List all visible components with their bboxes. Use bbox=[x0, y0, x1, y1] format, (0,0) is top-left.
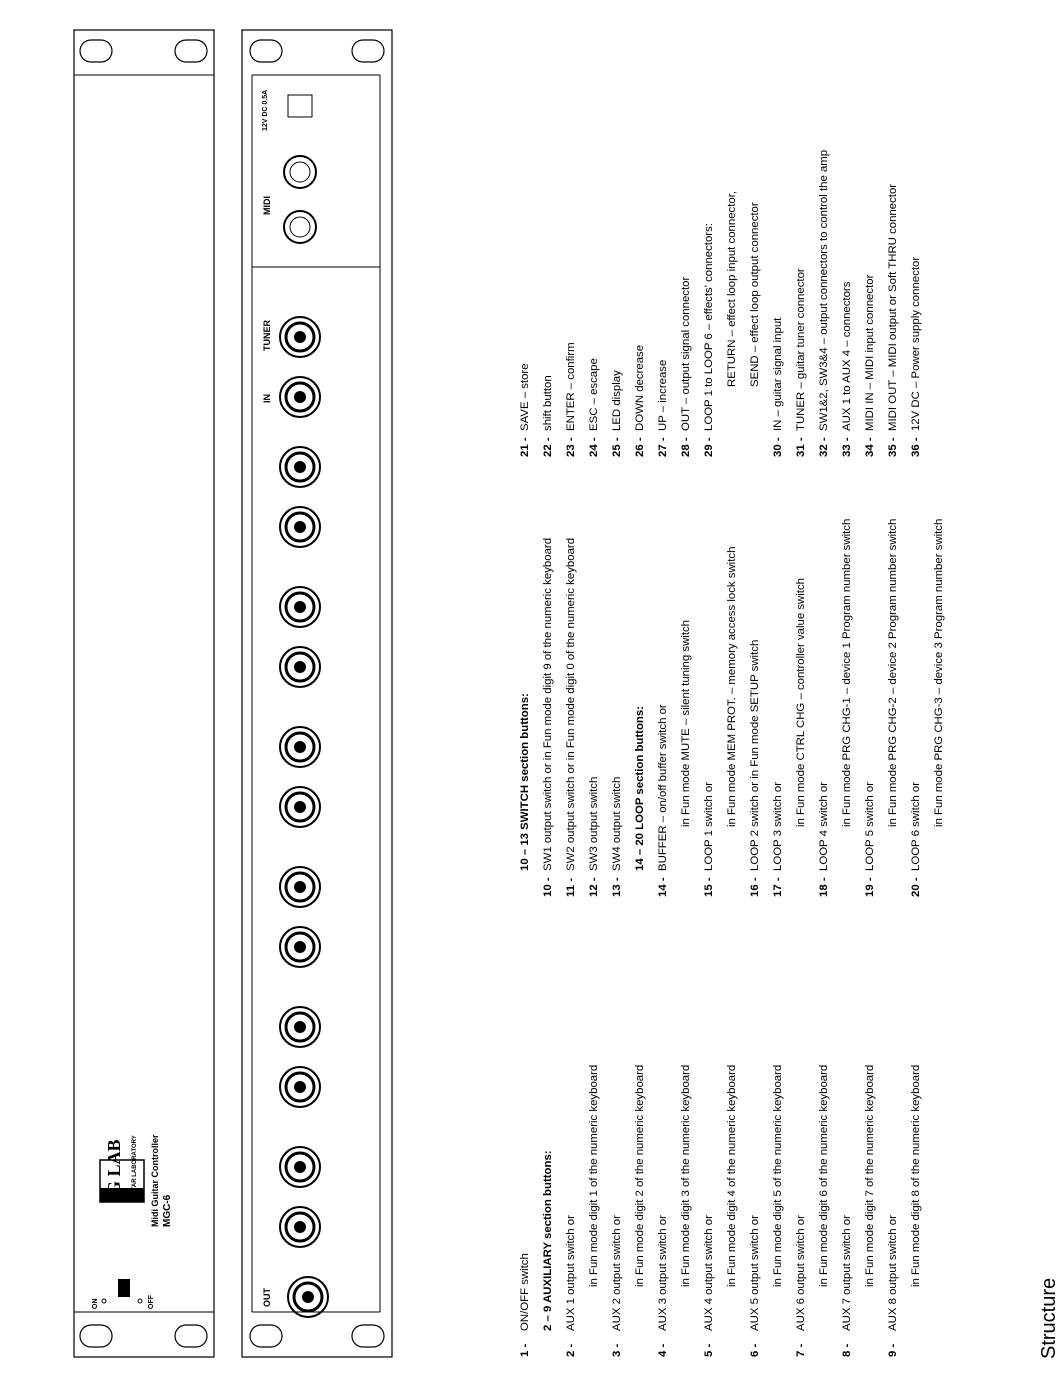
legend-number: 2 - bbox=[565, 1343, 577, 1357]
model-name: MGC-6 bbox=[162, 1194, 173, 1227]
legend-line bbox=[587, 1065, 601, 1357]
legend-text: 2 – 9 AUXILIARY section buttons: bbox=[542, 1150, 554, 1331]
legend-number: 11 - bbox=[565, 878, 577, 897]
legend-text: LOOP 6 switch or bbox=[910, 781, 922, 871]
jack-loop1-return bbox=[280, 507, 320, 547]
legend-line bbox=[794, 268, 808, 457]
legend-number: 10 - bbox=[542, 877, 554, 897]
legend-text: ON/OFF switch bbox=[519, 1253, 531, 1331]
jack-loop6-return bbox=[280, 1207, 320, 1247]
legend-line bbox=[518, 693, 532, 897]
midi-in-connector bbox=[284, 211, 316, 243]
legend-line bbox=[702, 223, 716, 457]
legend-line bbox=[725, 1065, 739, 1357]
legend-line bbox=[748, 1215, 762, 1357]
legend-line bbox=[541, 1150, 555, 1357]
legend-text: AUX 1 to AUX 4 – connectors bbox=[841, 281, 853, 431]
legend-line bbox=[633, 706, 647, 897]
legend-line bbox=[564, 1215, 578, 1357]
legend-text: AUX 8 output switch or bbox=[887, 1215, 899, 1331]
jack-loop2-send bbox=[280, 587, 320, 627]
legend-text: ENTER – confirm bbox=[565, 342, 577, 431]
legend-number: 9 - bbox=[887, 1343, 899, 1357]
legend-text: TUNER – guitar tuner connector bbox=[795, 268, 807, 431]
legend-number: 33 - bbox=[841, 437, 853, 457]
rear-power-label: 12V DC 0.5A bbox=[262, 89, 269, 131]
legend-number: 6 - bbox=[749, 1343, 761, 1357]
legend-text: in Fun mode digit 3 of the numeric keyboard bbox=[680, 1064, 692, 1287]
front-panel bbox=[0, 0, 200, 1387]
structure-legend bbox=[440, 0, 1060, 1387]
legend-line bbox=[656, 360, 670, 457]
legend-line bbox=[656, 704, 670, 897]
legend-number: 30 - bbox=[772, 437, 784, 457]
legend-number: 26 - bbox=[634, 437, 646, 457]
legend-line bbox=[679, 1065, 693, 1357]
legend-text: in Fun mode MUTE – silent tuning switch bbox=[680, 619, 692, 827]
legend-text: 12V DC – Power supply connector bbox=[910, 256, 922, 431]
rear-panel bbox=[230, 0, 430, 1387]
jack-loop5-send bbox=[280, 1007, 320, 1047]
legend-number: 8 - bbox=[841, 1343, 853, 1357]
legend-text: in Fun mode PRG CHG-3 – device 3 Program number switch bbox=[933, 518, 945, 827]
legend-line bbox=[748, 202, 762, 457]
legend-text: 10 – 13 SWITCH section buttons: bbox=[519, 693, 531, 871]
legend-number: 20 - bbox=[910, 877, 922, 897]
legend-line bbox=[702, 1215, 716, 1357]
legend-line bbox=[886, 184, 900, 457]
legend-text: in Fun mode digit 6 of the numeric keyboard bbox=[818, 1064, 830, 1287]
jack-loop5-return bbox=[280, 1067, 320, 1107]
legend-text: AUX 7 output switch or bbox=[841, 1215, 853, 1331]
legend-text: shift button bbox=[542, 375, 554, 431]
legend-text: in Fun mode CTRL CHG – controller value switch bbox=[795, 578, 807, 827]
legend-text: SW1 output switch or in Fun mode digit 9 of the numeric keyboard bbox=[542, 537, 554, 871]
jack-loop1-send bbox=[280, 447, 320, 487]
legend-line bbox=[863, 782, 877, 897]
legend-text: SW2 output switch or in Fun mode digit 0 of the numeric keyboard bbox=[565, 537, 577, 871]
legend-text: SW4 output switch bbox=[611, 776, 623, 871]
legend-line bbox=[702, 782, 716, 897]
jack-loop6-send bbox=[280, 1147, 320, 1187]
legend-text: in Fun mode PRG CHG-1 – device 1 Program number switch bbox=[841, 518, 853, 827]
legend-text: in Fun mode digit 5 of the numeric keyboard bbox=[772, 1064, 784, 1287]
legend-text: OUT – output signal connector bbox=[680, 276, 692, 431]
jack-loop4-return bbox=[280, 927, 320, 967]
legend-text: in Fun mode digit 1 of the numeric keyboard bbox=[588, 1064, 600, 1287]
legend-text: in Fun mode digit 8 of the numeric keyboard bbox=[910, 1064, 922, 1287]
legend-line bbox=[679, 277, 693, 457]
legend-text: in Fun mode PRG CHG-2 – device 2 Program number switch bbox=[887, 518, 899, 827]
legend-text: MIDI IN – MIDI input connector bbox=[864, 274, 876, 431]
legend-line bbox=[932, 519, 946, 897]
jack-out bbox=[288, 1277, 328, 1317]
legend-number: 1 - bbox=[519, 1343, 531, 1357]
rear-out-label: OUT bbox=[262, 1288, 272, 1307]
legend-text: AUX 5 output switch or bbox=[749, 1215, 761, 1331]
legend-number: 29 - bbox=[703, 437, 715, 457]
legend-text: LOOP 3 switch or bbox=[772, 781, 784, 871]
jack-loop3-send bbox=[280, 727, 320, 767]
legend-line bbox=[541, 538, 555, 897]
legend-text: SW1&2, SW3&4 – output connectors to control the amp bbox=[818, 149, 830, 431]
legend-line bbox=[886, 1215, 900, 1357]
legend-line bbox=[587, 358, 601, 457]
legend-line bbox=[840, 1215, 854, 1357]
legend-number: 7 - bbox=[795, 1343, 807, 1357]
legend-text: AUX 6 output switch or bbox=[795, 1215, 807, 1331]
legend-text: AUX 3 output switch or bbox=[657, 1215, 669, 1331]
jack-tuner bbox=[280, 317, 320, 357]
rear-panel-drawing bbox=[230, 0, 430, 1387]
legend-text: in Fun mode digit 4 of the numeric keyboard bbox=[726, 1064, 738, 1287]
jack-loop2-return bbox=[280, 647, 320, 687]
legend-line bbox=[771, 318, 785, 457]
legend-text: LOOP 4 switch or bbox=[818, 781, 830, 871]
midi-out-connector bbox=[284, 156, 316, 188]
legend-number: 31 - bbox=[795, 437, 807, 457]
legend-number: 23 - bbox=[565, 437, 577, 457]
legend-text: LOOP 2 switch or in Fun mode SETUP switch bbox=[749, 639, 761, 871]
legend-text: LOOP 1 switch or bbox=[703, 781, 715, 871]
legend-number: 25 - bbox=[611, 437, 623, 457]
legend-line bbox=[794, 1215, 808, 1357]
brand-sub: GUITAR LABORATORY bbox=[132, 1135, 138, 1201]
legend-text: UP – increase bbox=[657, 359, 669, 431]
jack-loop3-return bbox=[280, 787, 320, 827]
rear-midi-label: MIDI bbox=[262, 196, 272, 215]
legend-text: in Fun mode MEM PROT. – memory access lock switch bbox=[726, 546, 738, 827]
legend-number: 12 - bbox=[588, 877, 600, 897]
legend-number: 34 - bbox=[864, 437, 876, 457]
power-off-label: OFF bbox=[148, 1295, 155, 1309]
legend-text: BUFFER – on/off buffer switch or bbox=[657, 704, 669, 871]
legend-text: SAVE – store bbox=[519, 363, 531, 431]
legend-line bbox=[725, 191, 739, 457]
legend-text: MIDI OUT – MIDI output or Soft THRU connector bbox=[887, 183, 899, 431]
legend-number: 5 - bbox=[703, 1343, 715, 1357]
legend-number: 19 - bbox=[864, 877, 876, 897]
legend-text: AUX 1 output switch or bbox=[565, 1215, 577, 1331]
legend-line bbox=[518, 363, 532, 457]
legend-line bbox=[840, 282, 854, 457]
legend-line bbox=[564, 342, 578, 457]
legend-line bbox=[656, 1215, 670, 1357]
legend-line bbox=[817, 782, 831, 897]
legend-number: 36 - bbox=[910, 437, 922, 457]
legend-line bbox=[633, 345, 647, 457]
power-on-label: ON bbox=[92, 1298, 99, 1309]
legend-text: in Fun mode digit 2 of the numeric keyboard bbox=[634, 1064, 646, 1287]
structure-title: Structure bbox=[1038, 1277, 1060, 1359]
legend-line bbox=[610, 777, 624, 897]
legend-line bbox=[725, 547, 739, 897]
legend-line bbox=[909, 782, 923, 897]
legend-line bbox=[863, 1065, 877, 1357]
legend-text: LED display bbox=[611, 370, 623, 431]
legend-text: in Fun mode digit 7 of the numeric keyboard bbox=[864, 1064, 876, 1287]
legend-line bbox=[771, 1065, 785, 1357]
product-name: Midi Guitar Controller bbox=[150, 1134, 160, 1227]
power-connector bbox=[288, 95, 312, 117]
legend-line bbox=[863, 275, 877, 457]
legend-line bbox=[794, 578, 808, 897]
legend-text: LOOP 1 to LOOP 6 – effects' connectors: bbox=[703, 223, 715, 431]
jack-in bbox=[280, 377, 320, 417]
legend-line bbox=[886, 519, 900, 897]
legend-number: 27 - bbox=[657, 437, 669, 457]
legend-text: SW3 output switch bbox=[588, 776, 600, 871]
legend-number: 22 - bbox=[542, 437, 554, 457]
legend-line bbox=[817, 1065, 831, 1357]
legend-line bbox=[817, 150, 831, 457]
legend-number: 18 - bbox=[818, 877, 830, 897]
brand-logo: G LAB bbox=[104, 1139, 124, 1195]
legend-number: 16 - bbox=[749, 877, 761, 897]
legend-number: 13 - bbox=[611, 877, 623, 897]
legend-text: RETURN – effect loop input connector, bbox=[726, 190, 738, 387]
legend-text: IN – guitar signal input bbox=[772, 317, 784, 431]
legend-line bbox=[909, 257, 923, 457]
legend-line bbox=[518, 1253, 532, 1357]
legend-number: 28 - bbox=[680, 437, 692, 457]
legend-text: AUX 4 output switch or bbox=[703, 1215, 715, 1331]
legend-line bbox=[771, 782, 785, 897]
legend-number: 3 - bbox=[611, 1343, 623, 1357]
legend-text: ESC – escape bbox=[588, 358, 600, 431]
legend-line bbox=[541, 375, 555, 457]
rear-in-label: IN bbox=[262, 394, 272, 403]
legend-text: 14 – 20 LOOP section buttons: bbox=[634, 706, 646, 871]
legend-number: 24 - bbox=[588, 437, 600, 457]
legend-text: SEND – effect loop output connector bbox=[749, 202, 761, 387]
legend-line bbox=[909, 1065, 923, 1357]
legend-number: 32 - bbox=[818, 437, 830, 457]
jack-loop4-send bbox=[280, 867, 320, 907]
legend-line bbox=[633, 1065, 647, 1357]
legend-number: 15 - bbox=[703, 877, 715, 897]
legend-line bbox=[564, 538, 578, 897]
legend-line bbox=[587, 777, 601, 897]
legend-line bbox=[679, 620, 693, 897]
legend-number: 21 - bbox=[519, 437, 531, 457]
legend-text: AUX 2 output switch or bbox=[611, 1215, 623, 1331]
legend-text: LOOP 5 switch or bbox=[864, 781, 876, 871]
legend-number: 4 - bbox=[657, 1343, 669, 1357]
legend-line bbox=[610, 370, 624, 457]
legend-text: DOWN decrease bbox=[634, 344, 646, 431]
legend-number: 35 - bbox=[887, 437, 899, 457]
legend-line bbox=[748, 640, 762, 897]
legend-line bbox=[610, 1215, 624, 1357]
front-panel-drawing bbox=[0, 0, 200, 1387]
legend-number: 14 - bbox=[657, 877, 669, 897]
legend-line bbox=[840, 519, 854, 897]
legend-number: 17 - bbox=[772, 877, 784, 897]
rear-tuner-label: TUNER bbox=[262, 320, 272, 351]
